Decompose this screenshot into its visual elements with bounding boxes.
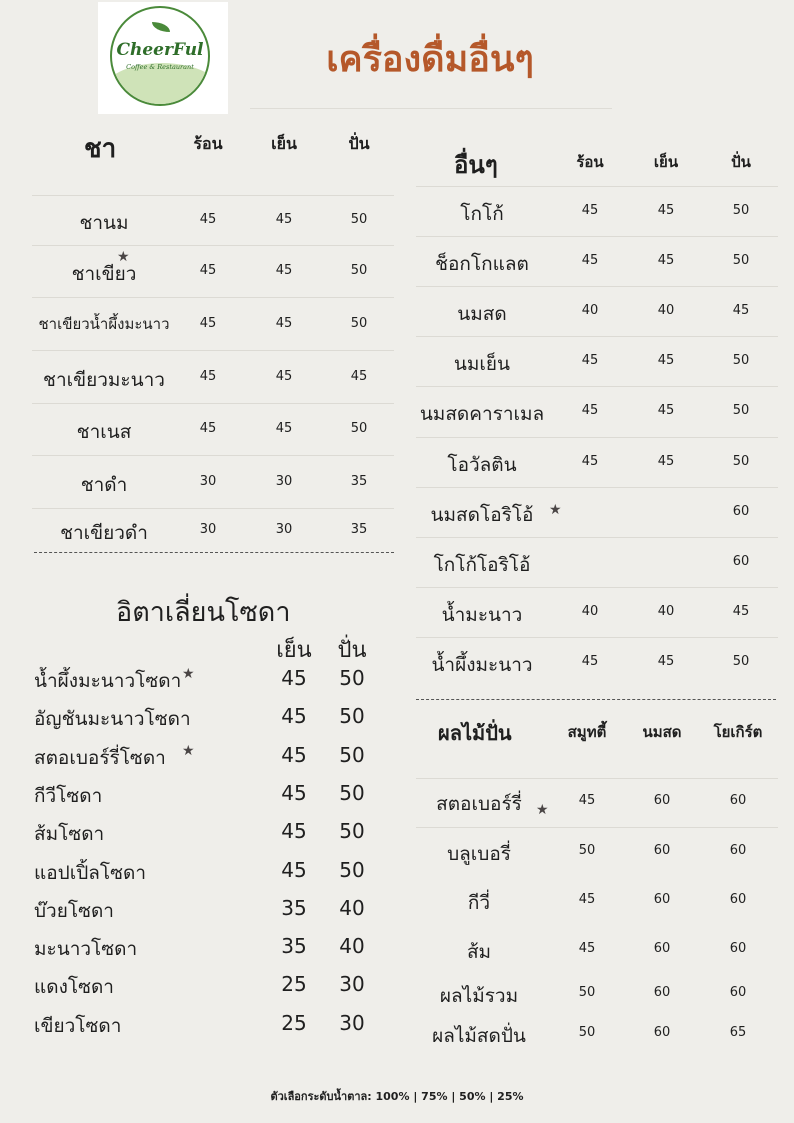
other-price-frappe: 50	[732, 453, 750, 469]
logo-name: CheerFul	[116, 40, 204, 60]
tea-price-frappe: 50	[350, 263, 368, 278]
table-row-divider	[416, 336, 778, 337]
star-icon: ★	[117, 249, 130, 265]
soda-price-frappe: 50	[339, 666, 365, 690]
logo-subtitle: Coffee & Restaurant	[126, 63, 194, 71]
tea-price-iced: 45	[275, 421, 293, 436]
soda-title: อิตาเลี่ยนโซดา	[116, 597, 291, 628]
fruit-price-smoothie: 50	[578, 1025, 596, 1040]
other-dashed-divider	[416, 699, 776, 700]
table-row-divider	[416, 487, 778, 488]
soda-item-name: น้ำผึ้งมะนาวโซดา	[34, 670, 182, 692]
soda-price-frappe: 40	[339, 895, 365, 920]
fruit-price-smoothie: 45	[578, 793, 596, 808]
fruit-item-name: ส้ม	[466, 941, 492, 963]
tea-price-frappe: 50	[350, 421, 368, 436]
tea-dashed-divider	[34, 552, 394, 553]
other-price-iced: 40	[657, 303, 675, 319]
tea-price-iced: 45	[275, 263, 293, 278]
other-price-iced: 45	[657, 353, 675, 369]
soda-item-name: ส้มโซดา	[34, 823, 105, 846]
tea-item-name: ชาเขียวมะนาว	[43, 368, 165, 391]
other-price-hot: 40	[581, 603, 599, 619]
tea-price-frappe: 35	[350, 522, 368, 537]
fruit-price-smoothie: 45	[578, 941, 596, 956]
soda-price-frappe: 40	[339, 934, 365, 959]
soda-col-frappe: ปั่น	[337, 638, 367, 663]
soda-price-frappe: 50	[339, 742, 365, 767]
fruit-item-name: กีวี่	[467, 892, 491, 914]
star-icon: ★	[536, 802, 549, 818]
logo	[98, 2, 228, 114]
tea-price-iced: 30	[275, 473, 293, 489]
star-icon: ★	[549, 501, 562, 518]
fruit-item-name: สตอเบอร์รี่	[436, 793, 522, 815]
logo-badge	[110, 6, 210, 106]
soda-price-frappe: 30	[339, 972, 365, 997]
other-price-iced: 45	[657, 453, 675, 469]
fruit-price-milk: 60	[653, 941, 671, 956]
soda-item-name: อัญชันมะนาวโซดา	[34, 708, 191, 731]
table-row-divider	[32, 508, 394, 509]
soda-price-frappe: 50	[339, 780, 365, 805]
soda-item-name: สตอเบอร์รี่โซดา	[34, 746, 166, 769]
tea-price-iced: 45	[275, 368, 293, 384]
other-price-hot: 45	[581, 453, 599, 469]
other-price-frappe: 50	[732, 353, 750, 369]
other-price-frappe: 60	[732, 553, 750, 569]
other-title: อื่นๆ	[454, 151, 498, 179]
fruit-item-name: ผลไม้สดปั่น	[432, 1025, 526, 1047]
soda-price-iced: 45	[281, 666, 307, 690]
tea-price-frappe: 45	[350, 368, 368, 384]
tea-price-hot: 30	[199, 473, 217, 489]
tea-col-hot: ร้อน	[193, 134, 223, 153]
star-icon: ★	[182, 666, 195, 682]
fruit-price-smoothie: 50	[578, 843, 596, 858]
other-price-hot: 45	[581, 203, 599, 218]
table-row-divider	[32, 403, 394, 404]
fruit-price-yogurt: 65	[729, 1025, 747, 1040]
fruit-price-smoothie: 45	[578, 892, 596, 907]
tea-price-frappe: 50	[350, 315, 368, 331]
soda-price-iced: 45	[281, 742, 307, 767]
tea-item-name: ชาเนส	[76, 421, 132, 443]
fruit-col-milk: นมสด	[642, 723, 682, 741]
tea-price-iced: 45	[275, 212, 293, 227]
other-price-iced: 40	[657, 603, 675, 619]
table-row-divider	[416, 587, 778, 588]
fruit-col-yogurt: โยเกิร์ต	[713, 723, 763, 741]
tea-price-frappe: 35	[350, 473, 368, 489]
fruit-price-yogurt: 60	[729, 843, 747, 858]
soda-price-iced: 45	[281, 704, 307, 729]
tea-price-hot: 45	[199, 368, 217, 384]
star-icon: ★	[182, 742, 195, 759]
tea-col-frappe: ปั่น	[348, 134, 370, 153]
tea-col-iced: เย็น	[271, 134, 297, 153]
tea-price-hot: 45	[199, 263, 217, 278]
other-price-hot: 45	[581, 353, 599, 369]
fruit-price-yogurt: 60	[729, 892, 747, 907]
other-price-frappe: 45	[732, 603, 750, 619]
fruit-price-milk: 60	[653, 843, 671, 858]
tea-price-hot: 30	[199, 522, 217, 537]
other-col-iced: เย็น	[653, 153, 679, 171]
soda-price-frappe: 30	[339, 1010, 365, 1035]
table-row-divider	[416, 236, 778, 237]
soda-item-name: แอปเปิ้ลโซดา	[34, 861, 147, 884]
fruit-price-milk: 60	[653, 1025, 671, 1040]
fruit-price-yogurt: 60	[729, 793, 747, 808]
tea-item-name: ชานม	[79, 212, 129, 234]
soda-price-iced: 45	[281, 857, 307, 882]
other-price-hot: 45	[581, 653, 599, 669]
other-price-hot: 45	[581, 253, 599, 269]
table-row-divider	[416, 537, 778, 538]
tea-price-iced: 45	[275, 315, 293, 331]
fruit-item-name: ผลไม้รวม	[439, 985, 519, 1007]
sugar-level-note: ตัวเลือกระดับน้ำตาล: 100% | 75% | 50% | 25%	[270, 1090, 524, 1103]
other-price-frappe: 60	[732, 503, 750, 519]
table-row-divider	[416, 186, 778, 187]
other-item-name: โกโก้โอริโอ้	[433, 553, 531, 576]
other-price-iced: 45	[657, 253, 675, 269]
table-row-divider	[32, 195, 394, 196]
other-price-frappe: 45	[732, 303, 750, 319]
tea-price-hot: 45	[199, 212, 217, 227]
table-row-divider	[416, 827, 778, 828]
soda-price-iced: 25	[281, 1010, 307, 1035]
other-item-name: โอวัลติน	[447, 453, 517, 476]
other-price-hot: 45	[581, 403, 599, 419]
other-item-name: น้ำมะนาว	[441, 603, 523, 626]
table-row-divider	[416, 286, 778, 287]
fruit-price-milk: 60	[653, 985, 671, 1000]
table-row-divider	[416, 386, 778, 387]
soda-price-iced: 25	[281, 972, 307, 997]
other-item-name: นมเย็น	[453, 353, 511, 376]
other-item-name: นมสด	[457, 303, 507, 326]
tea-price-hot: 45	[199, 421, 217, 436]
table-row-divider	[32, 297, 394, 298]
other-price-iced: 45	[657, 403, 675, 419]
tea-title: ชา	[84, 134, 117, 164]
soda-price-frappe: 50	[339, 819, 365, 844]
other-price-frappe: 50	[732, 203, 750, 218]
soda-item-name: กีวีโซดา	[34, 784, 103, 807]
soda-col-iced: เย็น	[276, 638, 312, 663]
fruit-price-milk: 60	[653, 793, 671, 808]
other-price-frappe: 50	[732, 653, 750, 669]
other-item-name: นมสดโอริโอ้	[430, 503, 534, 526]
soda-price-frappe: 50	[339, 704, 365, 729]
other-item-name: นมสดคาราเมล	[419, 403, 545, 426]
tea-item-name: ชาเขียวดำ	[60, 522, 148, 544]
other-item-name: ช็อกโกแลต	[435, 253, 529, 276]
table-row-divider	[32, 350, 394, 351]
fruit-item-name: บลูเบอรี่	[447, 843, 511, 865]
soda-item-name: มะนาวโซดา	[34, 938, 138, 961]
fruit-title: ผลไม้ปั่น	[438, 721, 512, 745]
table-row-divider	[416, 778, 778, 779]
other-price-frappe: 50	[732, 403, 750, 419]
soda-price-iced: 45	[281, 819, 307, 844]
other-price-frappe: 50	[732, 253, 750, 269]
table-row-divider	[416, 437, 778, 438]
tea-item-name: ชาเขียว	[71, 263, 137, 285]
title-divider	[250, 108, 612, 109]
other-price-iced: 45	[657, 203, 675, 218]
fruit-price-milk: 60	[653, 892, 671, 907]
table-row-divider	[32, 245, 394, 246]
soda-price-iced: 35	[281, 895, 307, 920]
table-row-divider	[416, 637, 778, 638]
other-col-hot: ร้อน	[576, 153, 604, 171]
soda-price-iced: 45	[281, 780, 307, 805]
tea-item-name: ชาเขียวน้ำผึ้งมะนาว	[38, 314, 170, 333]
page-title: เครื่องดื่มอื่นๆ	[326, 39, 534, 80]
other-price-iced: 45	[657, 653, 675, 669]
soda-price-iced: 35	[281, 934, 307, 959]
other-price-hot: 40	[581, 303, 599, 319]
tea-price-frappe: 50	[350, 212, 368, 227]
soda-item-name: แดงโซดา	[34, 976, 114, 999]
tea-price-iced: 30	[275, 522, 293, 537]
table-row-divider	[32, 455, 394, 456]
fruit-price-yogurt: 60	[729, 941, 747, 956]
tea-price-hot: 45	[199, 315, 217, 331]
fruit-price-smoothie: 50	[578, 985, 596, 1000]
soda-item-name: เขียวโซดา	[34, 1014, 122, 1037]
tea-item-name: ชาดำ	[80, 473, 128, 496]
soda-item-name: บ๊วยโซดา	[34, 899, 114, 922]
other-col-frappe: ปั่น	[731, 153, 751, 171]
soda-price-frappe: 50	[339, 857, 365, 882]
other-item-name: โกโก้	[460, 203, 504, 225]
other-item-name: น้ำผึ้งมะนาว	[431, 653, 533, 676]
leaf-icon	[152, 22, 170, 32]
fruit-price-yogurt: 60	[729, 985, 747, 1000]
fruit-col-smoothie: สมูทตี้	[567, 723, 607, 741]
